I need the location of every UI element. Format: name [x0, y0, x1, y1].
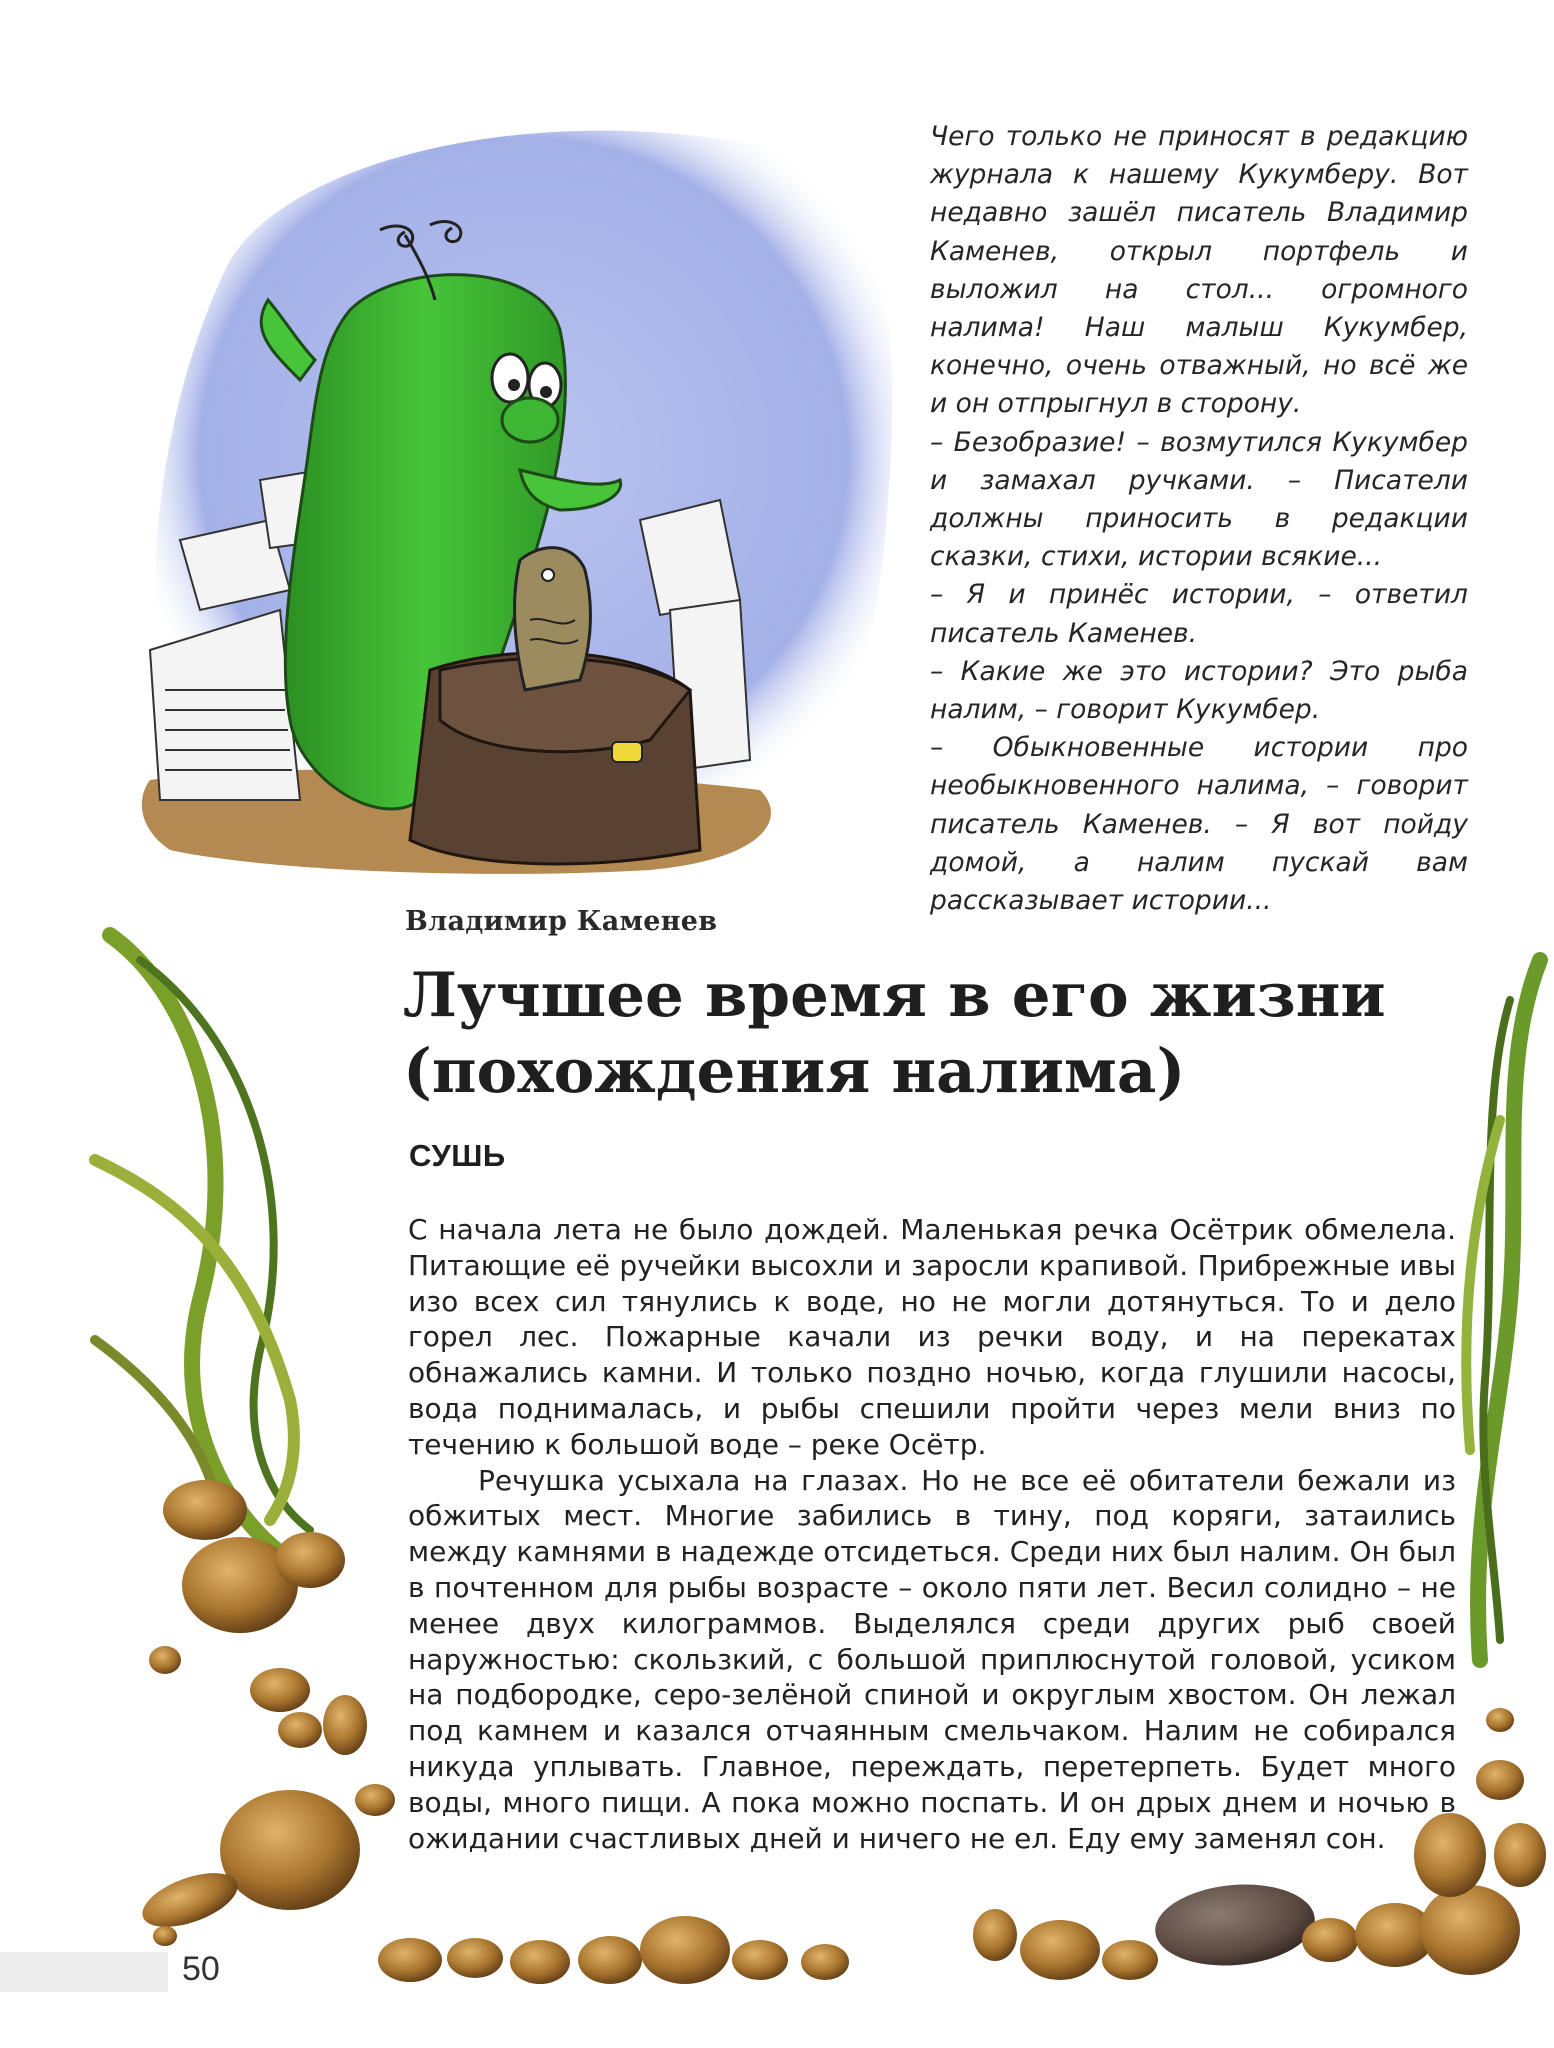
seaweed-left-icon — [95, 935, 310, 1560]
body-paragraph: Речушка усыхала на глазах. Но не все её обитатели бежали из обжитых мест. Многие забились в тину, под коряги, затаились между камнями в надежде отсидеться. Среди них был налим. Он был в почтенном для рыбы возрасте – около пяти лет. Весил солидно – не менее двух килограммов. Выделялся среди других рыб своей наружностью: скользкий, с большой приплюснутой головой, усиком на подбородке, серо-зелёной спиной и округлым хвостом. Он лежал под камнем и казался отчаянным смельчаком. Налим не собирался никуда уплывать. Главное, переждать, перетерпеть. Будет много воды, много пищи. А пока можно поспать. И он дрых днем и ночью в ожидании счастливых дней и ничего не ел. Еду ему заменял сон. — [408, 1463, 1456, 1855]
intro-paragraph: – Я и принёс истории, – ответил писатель Каменев. — [930, 579, 1468, 649]
intro-paragraph: – Обыкновенные истории про необыкновенного налима, – говорит писатель Каменев. – Я вот пойду домой, а налим пускай вам рассказывает истории... — [930, 732, 1468, 917]
section-heading: СУШЬ — [409, 1138, 506, 1173]
page-number: 50 — [182, 1950, 220, 1988]
intro-paragraph: Чего только не приносят в редакцию журнала к нашему Кукумберу. Вот недавно зашёл писатель Владимир Каменев, открыл портфель и выложил на стол... огромного налима! Наш малыш Кукумбер, конечно, очень отважный, но всё же и он отпрыгнул в сторону. — [930, 121, 1468, 420]
story-title-line: Лучшее время в его жизни — [403, 960, 1386, 1031]
story-body — [408, 1212, 1456, 1856]
story-title — [403, 958, 1443, 1110]
page-number-bar — [0, 1952, 168, 1992]
intro-text — [930, 118, 1468, 920]
seaweed-right-icon — [1466, 960, 1540, 1660]
intro-paragraph: – Какие же это истории? Это рыба налим, – говорит Кукумбер. — [930, 655, 1468, 726]
story-title-line: (похождения налима) — [403, 1036, 1186, 1107]
body-paragraph: С начала лета не было дождей. Маленькая речка Осётрик обмелела. Питающие её ручейки высохли и заросли крапивой. Прибрежные ивы изо всех сил тянулись к воде, но не могли дотянуться. То и дело горел лес. Пожарные качали из речки воду, и на перекатах обнажались камни. И только поздно ночью, когда глушили насосы, вода поднималась, и рыбы спешили пройти через мели вниз по течению к большой воде – реке Осётр. — [408, 1213, 1456, 1461]
intro-paragraph: – Безобразие! – возмутился Кукумбер и замахал ручками. – Писатели должны приносить в редакции сказки, стихи, истории всякие... — [930, 426, 1468, 573]
author-name: Владимир Каменев — [405, 906, 718, 937]
